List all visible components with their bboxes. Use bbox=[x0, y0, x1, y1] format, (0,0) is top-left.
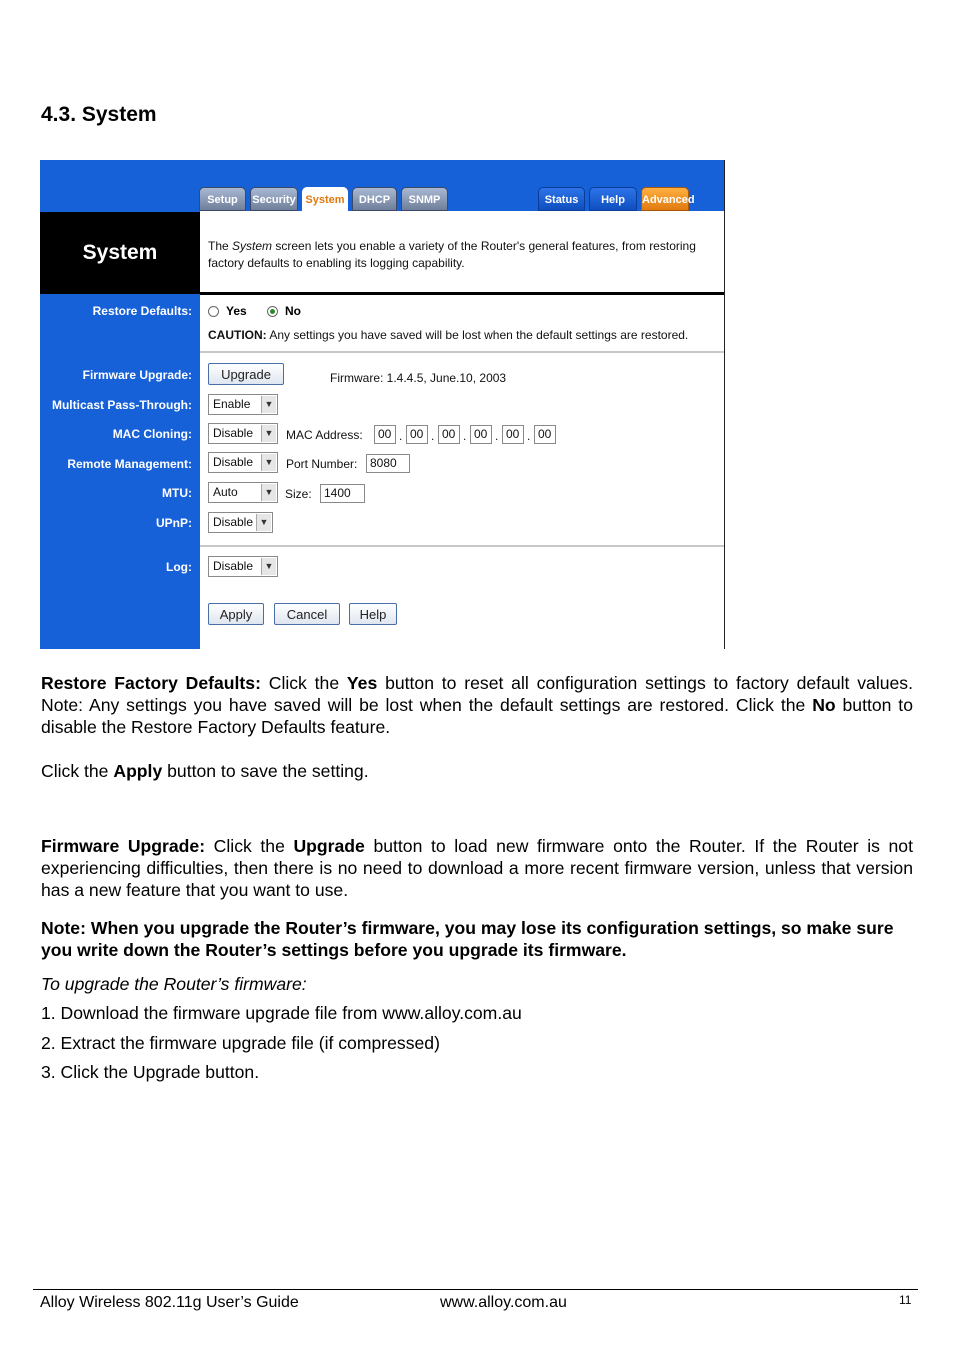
chevron-down-icon: ▼ bbox=[261, 454, 276, 471]
chevron-down-icon: ▼ bbox=[261, 425, 276, 442]
label-column bbox=[40, 294, 200, 649]
section-rule bbox=[200, 545, 724, 547]
log-select[interactable]: Disable ▼ bbox=[208, 556, 278, 577]
restore-no-label: No bbox=[285, 304, 301, 318]
router-system-screenshot: Setup Security System DHCP SNMP Status Help Advanced System The System screen lets you enable a variety of the Router's general features, from restoring factory defaults to enabling its logging capability. Restore Defaults: Firmware Upgrade: Multicast Pass-Through: MAC Cloning: Remote Management: MTU: UPnP: Log: Yes No CAUTION: Any settings you have saved will be lost when the default settings are restored. Upgrade Firmware: 1.4.4.5, June.10, 2003 Enable ▼ Disable ▼ MAC Address: 00 . 00 . 00 . 00 . 00 . 00 Disable ▼ Port Number: 8080 Auto ▼ Size: 1400 Disable ▼ Disable ▼ Apply Cancel Help bbox=[40, 160, 725, 649]
divider bbox=[200, 292, 724, 295]
mac-octet-5[interactable]: 00 bbox=[502, 425, 524, 444]
step-item: 3. Click the Upgrade button. bbox=[41, 1062, 260, 1082]
mtu-size-label: Size: bbox=[285, 487, 312, 501]
steps-intro: To upgrade the Router’s firmware: bbox=[41, 974, 307, 994]
help-button[interactable]: Help bbox=[349, 603, 397, 625]
chevron-down-icon: ▼ bbox=[261, 396, 276, 413]
tab-snmp[interactable]: SNMP bbox=[401, 187, 448, 211]
tab-dhcp[interactable]: DHCP bbox=[352, 187, 397, 211]
label-remote-management: Remote Management: bbox=[67, 457, 192, 471]
restore-yes-label: Yes bbox=[226, 304, 247, 318]
label-firmware-upgrade: Firmware Upgrade: bbox=[82, 368, 192, 382]
step-item: 1. Download the firmware upgrade file from www.alloy.com.au bbox=[41, 1003, 522, 1023]
footer-url: www.alloy.com.au bbox=[440, 1294, 567, 1311]
port-number-label: Port Number: bbox=[286, 457, 358, 471]
firmware-version: Firmware: 1.4.4.5, June.10, 2003 bbox=[330, 371, 507, 385]
chevron-down-icon: ▼ bbox=[256, 514, 271, 531]
footer-rule bbox=[33, 1289, 918, 1290]
mac-octet-2[interactable]: 00 bbox=[406, 425, 428, 444]
restore-yes-radio[interactable] bbox=[208, 306, 219, 317]
mac-octet-6[interactable]: 00 bbox=[534, 425, 556, 444]
mac-octet-4[interactable]: 00 bbox=[470, 425, 492, 444]
multicast-select[interactable]: Enable ▼ bbox=[208, 394, 278, 415]
upgrade-button[interactable]: Upgrade bbox=[208, 363, 284, 385]
label-multicast: Multicast Pass-Through: bbox=[51, 398, 192, 412]
apply-paragraph: Click the Apply button to save the setting. bbox=[41, 761, 369, 781]
mac-octet-3[interactable]: 00 bbox=[438, 425, 460, 444]
page-number: 11 bbox=[899, 1293, 912, 1307]
mtu-size-input[interactable]: 1400 bbox=[320, 484, 365, 503]
label-mac-cloning: MAC Cloning: bbox=[112, 427, 192, 441]
section-heading: 4.3. System bbox=[41, 103, 157, 126]
label-restore-defaults: Restore Defaults: bbox=[92, 304, 192, 318]
firmware-note: Note: When you upgrade the Router’s firmware, you may lose its configuration settings, so make sure you write down the Router’s settings before you upgrade its firmware. bbox=[41, 918, 894, 960]
intro-text: The System screen lets you enable a variety of the Router's general features, from restoring factory defaults to enabling its logging capability. bbox=[208, 239, 696, 270]
firmware-upgrade-paragraph: Firmware Upgrade: Click the Upgrade button to load new firmware onto the Router. If the Router is not experiencing difficulties, then there is no need to download a more recent firmware version, unless that version has a new feature that you want to use. bbox=[41, 836, 913, 900]
section-rule bbox=[200, 351, 724, 353]
restore-no-radio[interactable] bbox=[267, 306, 278, 317]
step-item: 2. Extract the firmware upgrade file (if compressed) bbox=[41, 1033, 440, 1053]
mac-cloning-select[interactable]: Disable ▼ bbox=[208, 423, 278, 444]
tab-help[interactable]: Help bbox=[589, 187, 637, 211]
tab-setup[interactable]: Setup bbox=[199, 187, 246, 211]
label-mtu: MTU: bbox=[162, 486, 192, 500]
mac-address-label: MAC Address: bbox=[286, 428, 363, 442]
tab-system[interactable]: System bbox=[302, 187, 348, 211]
upnp-select[interactable]: Disable ▼ bbox=[208, 512, 273, 533]
caution-text: CAUTION: Any settings you have saved will be lost when the default settings are restored. bbox=[208, 328, 689, 342]
label-log: Log: bbox=[166, 560, 192, 574]
restore-defaults-paragraph: Restore Factory Defaults: Click the Yes button to reset all configuration settings to factory default values. Note: Any settings you have saved will be lost when the default settings are restored. Click the No button to disable the Restore Factory Defaults feature. bbox=[41, 673, 913, 737]
chevron-down-icon: ▼ bbox=[261, 484, 276, 501]
footer-guide-title: Alloy Wireless 802.11g User’s Guide bbox=[40, 1294, 299, 1311]
label-upnp: UPnP: bbox=[156, 516, 192, 530]
mac-octet-1[interactable]: 00 bbox=[374, 425, 396, 444]
cancel-button[interactable]: Cancel bbox=[274, 603, 340, 625]
tab-status[interactable]: Status bbox=[538, 187, 585, 211]
apply-button[interactable]: Apply bbox=[208, 603, 264, 625]
chevron-down-icon: ▼ bbox=[261, 558, 276, 575]
tab-advanced[interactable]: Advanced bbox=[641, 187, 689, 211]
mtu-select[interactable]: Auto ▼ bbox=[208, 482, 278, 503]
port-number-input[interactable]: 8080 bbox=[366, 454, 410, 473]
page-title: System bbox=[82, 241, 158, 264]
tab-security[interactable]: Security bbox=[250, 187, 298, 211]
remote-management-select[interactable]: Disable ▼ bbox=[208, 452, 278, 473]
